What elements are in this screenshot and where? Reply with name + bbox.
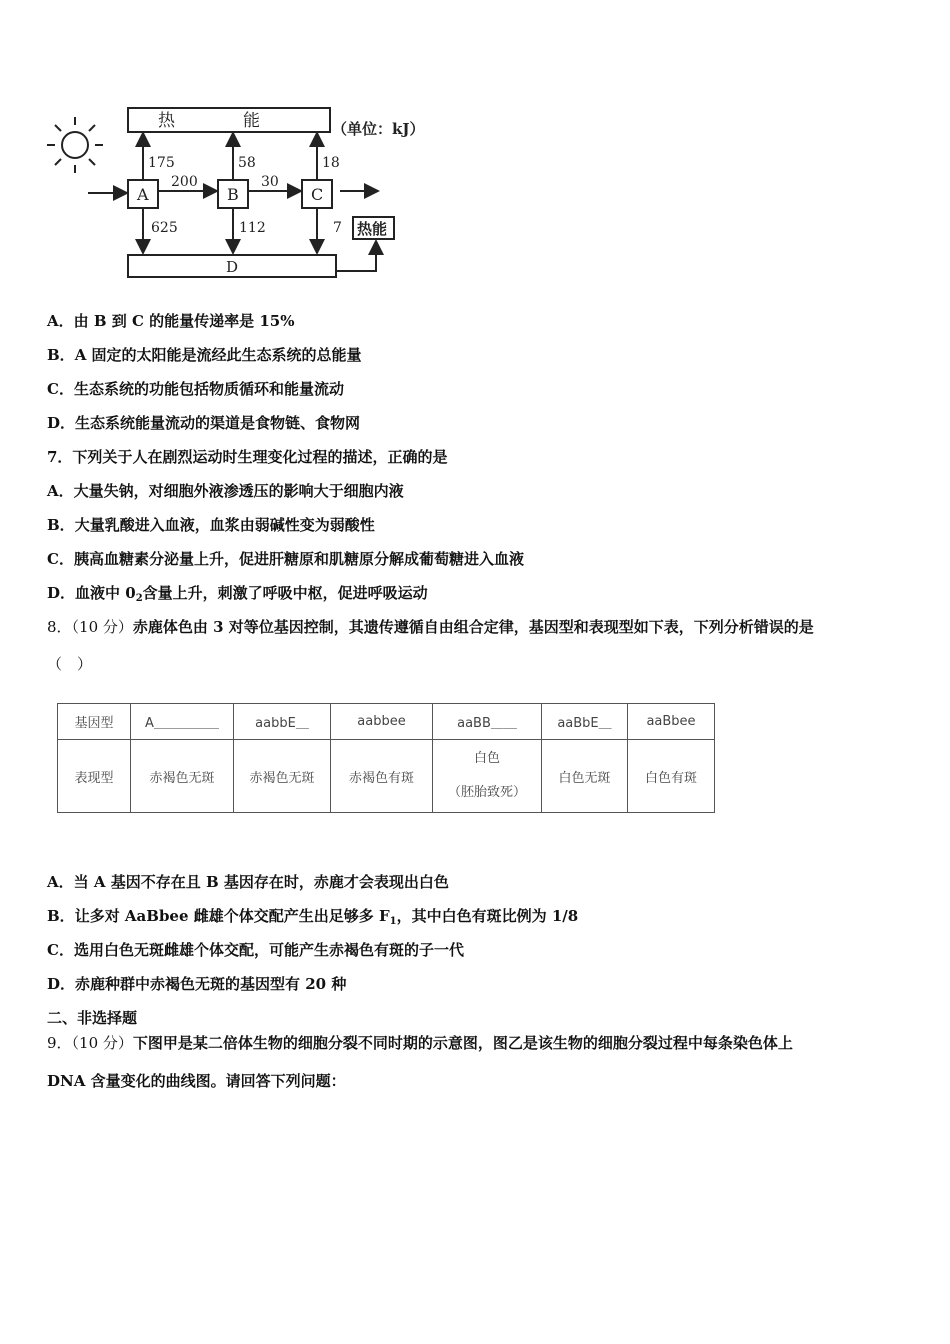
phenotype-cell: 赤褐色无斑 (234, 740, 331, 813)
flow-a-down: 625 (151, 220, 178, 236)
row-header-genotype: 基因型 (58, 704, 131, 740)
q8-stem: 8．（10 分）赤鹿体色由 3 对等位基因控制，其遗传遵循自由组合定律，基因型和表现型如下表，下列分析错误的是 (47, 618, 814, 636)
node-b-label: B (227, 185, 239, 204)
heat-box-label: 热能 (357, 220, 388, 238)
phenotype-cell: 白色 （胚胎致死） (433, 740, 542, 813)
q9-stem-continued: DNA 含量变化的曲线图。请回答下列问题： (47, 1072, 346, 1090)
q8-answer-blank: （ ） (47, 655, 93, 673)
q8-option-c: C．选用白色无斑雌雄个体交配，可能产生赤褐色有斑的子一代 (47, 941, 464, 959)
node-d-label: D (226, 258, 239, 276)
genotype-table (57, 703, 715, 813)
flow-b-to-c: 30 (261, 174, 279, 190)
genotype-cell: aaBbE＿ (542, 704, 628, 740)
sun-icon (47, 117, 103, 173)
q7-stem: 7．下列关于人在剧烈运动时生理变化过程的描述，正确的是 (47, 448, 448, 466)
row-header-phenotype: 表现型 (58, 740, 131, 813)
genotype-cell: A＿＿＿＿＿ (131, 704, 234, 740)
q7-option-d: D．血液中 $0_2$含量上升，刺激了呼吸中枢，促进呼吸运动 (47, 584, 428, 604)
q8-option-d: D．赤鹿种群中赤褐色无斑的基因型有 20 种 (47, 975, 347, 993)
phenotype-cell: 白色无斑 (542, 740, 628, 813)
q6-option-a: A．由 B 到 C 的能量传递率是 15% (47, 312, 295, 330)
flow-b-down: 112 (239, 220, 266, 236)
flow-b-up: 58 (238, 155, 256, 171)
flow-c-down: 7 (333, 220, 342, 236)
q7-option-c: C．胰高血糖素分泌量上升，促进肝糖原和肌糖原分解成葡萄糖进入血液 (47, 550, 524, 568)
q7-option-a: A．大量失钠，对细胞外液渗透压的影响大于细胞内液 (47, 482, 404, 500)
flow-a-up: 175 (148, 155, 175, 171)
q7-option-b: B．大量乳酸进入血液，血浆由弱碱性变为弱酸性 (47, 516, 375, 534)
q6-option-c: C．生态系统的功能包括物质循环和能量流动 (47, 380, 344, 398)
q6-option-d: D．生态系统能量流动的渠道是食物链、食物网 (47, 414, 361, 432)
unit-label: （单位：kJ） (332, 120, 425, 138)
genotype-cell: aabbE＿ (234, 704, 331, 740)
node-a-label: A (137, 185, 149, 204)
genotype-cell: aaBbee (628, 704, 715, 740)
q8-option-b: B．让多对 AaBbee 雌雄个体交配产生出足够多 $F_1$，其中白色有斑比例为 1/8 (47, 907, 579, 927)
heat-bar-top-label: 热 能 (158, 111, 260, 131)
phenotype-cell: 赤褐色有斑 (331, 740, 433, 813)
q9-stem: 9．（10 分）下图甲是某二倍体生物的细胞分裂不同时期的示意图，图乙是该生物的细胞分裂过程中每条染色体上 (47, 1034, 793, 1052)
flow-c-up: 18 (322, 155, 340, 171)
q8-option-a: A．当 A 基因不存在且 B 基因存在时，赤鹿才会表现出白色 (47, 873, 449, 891)
phenotype-cell: 赤褐色无斑 (131, 740, 234, 813)
section-heading: 二、非选择题 (47, 1009, 138, 1027)
q6-option-b: B．A 固定的太阳能是流经此生态系统的总能量 (47, 346, 362, 364)
flow-a-to-b: 200 (171, 174, 198, 190)
node-c-label: C (311, 185, 324, 204)
energy-flow-diagram (40, 105, 460, 285)
genotype-cell: aabbee (331, 704, 433, 740)
phenotype-cell: 白色有斑 (628, 740, 715, 813)
genotype-cell: aaBB＿＿ (433, 704, 542, 740)
